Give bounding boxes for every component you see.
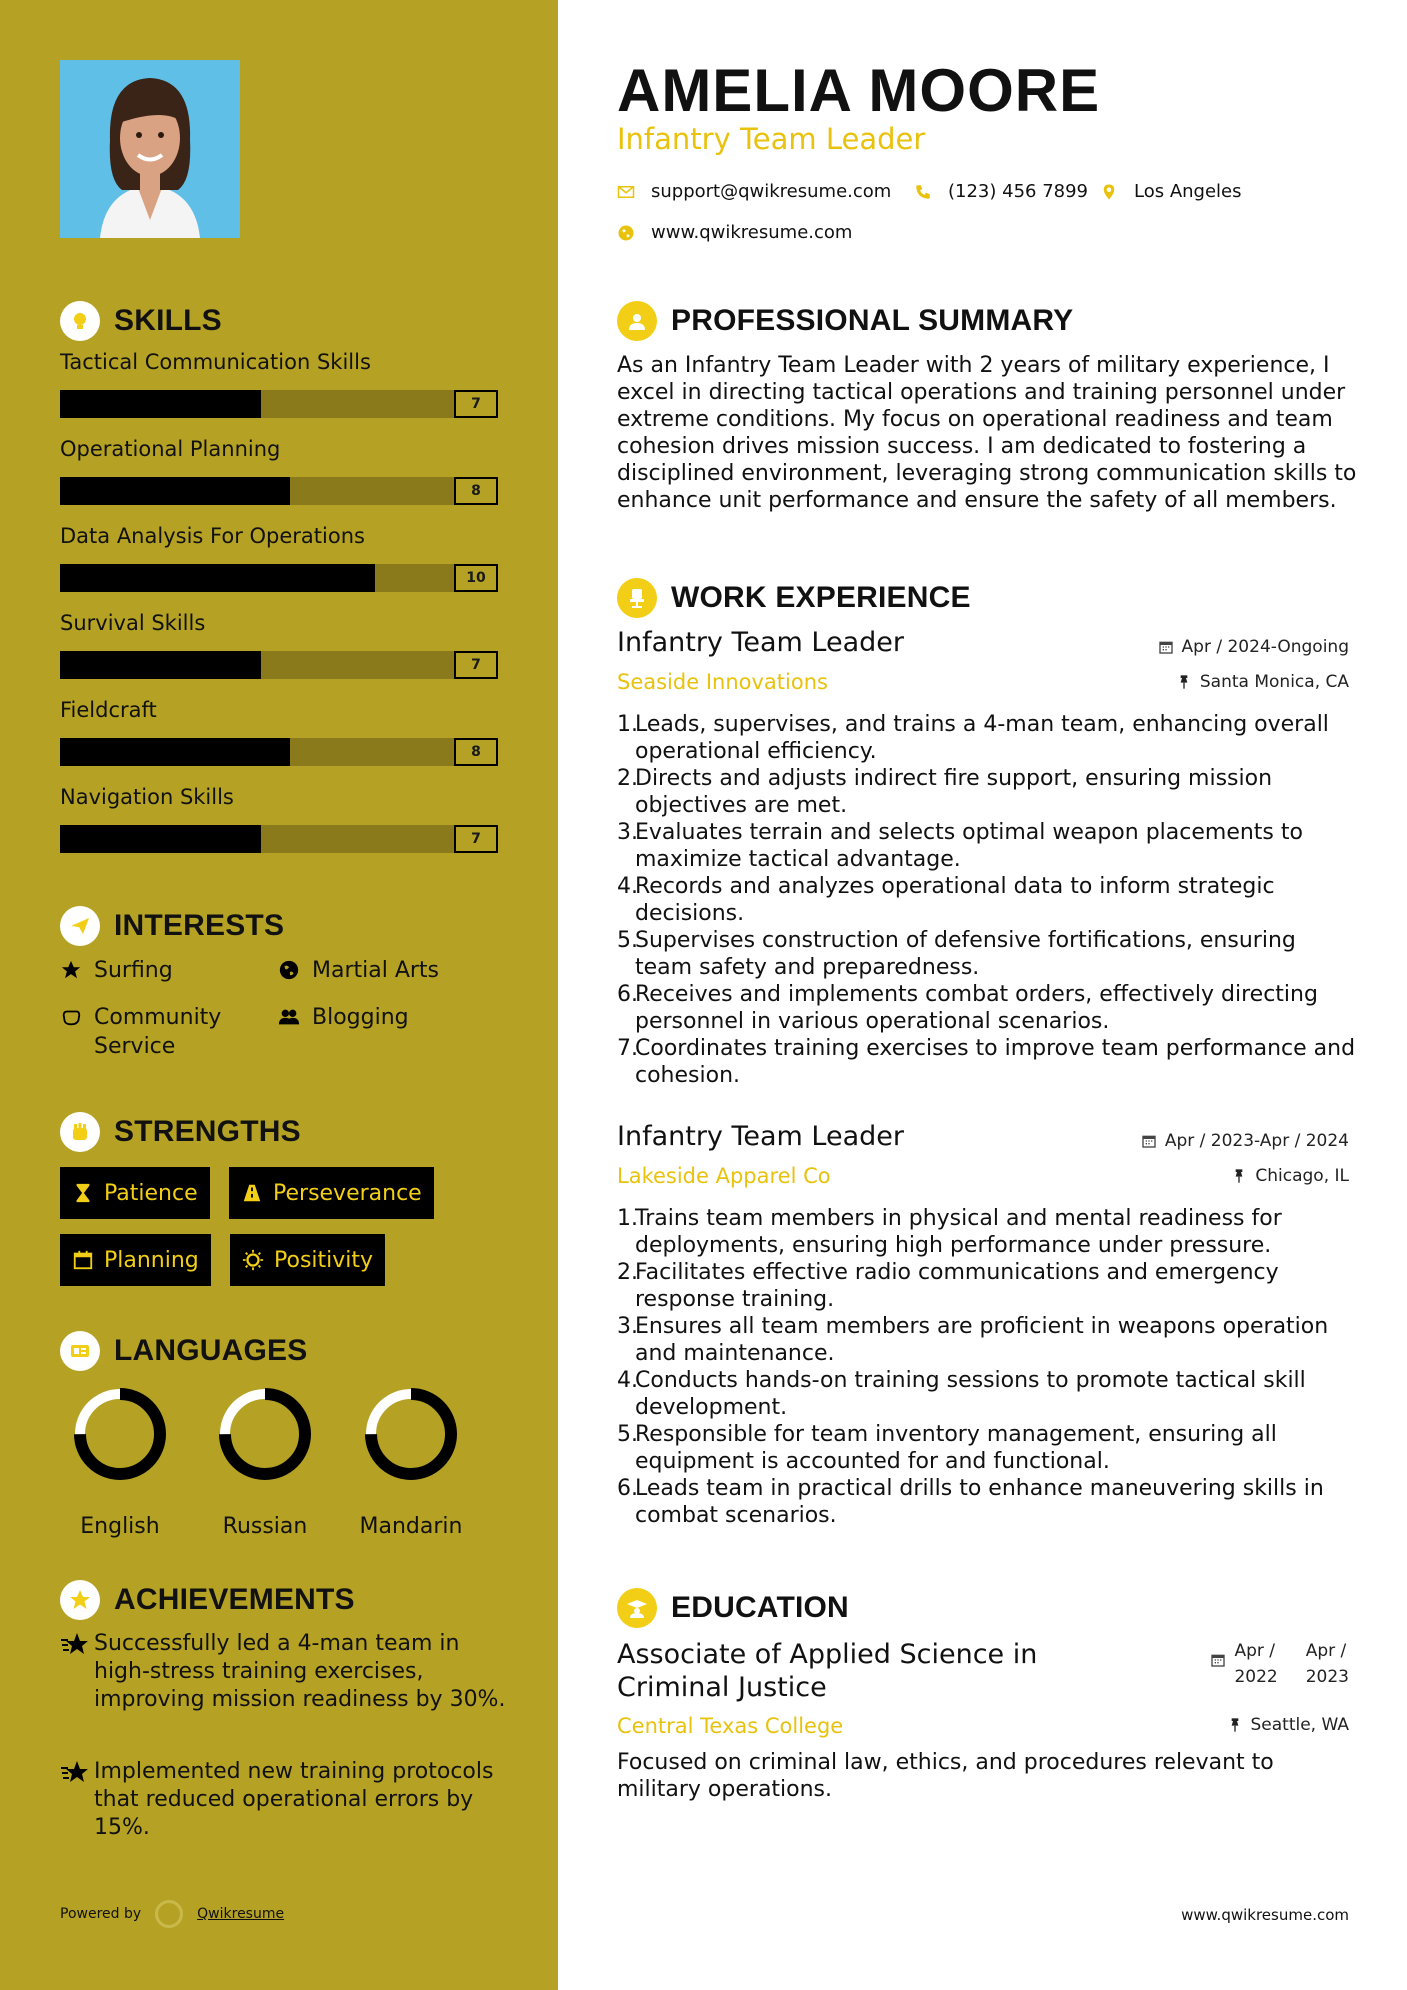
interest-item: Surfing	[60, 956, 173, 989]
candidate-name: AMELIA MOORE	[617, 57, 1101, 124]
list-item: 1. Leads, supervises, and trains a 4-man team, enhancing overall operational efficiency.	[617, 712, 1329, 764]
sidebar	[0, 0, 558, 1990]
qwikresume-logo-icon	[155, 1900, 183, 1928]
skill-bar	[60, 825, 498, 853]
skill-value: 7	[454, 651, 498, 679]
users-icon	[278, 1003, 302, 1036]
skill-name: Navigation Skills	[60, 785, 234, 809]
skill-value: 8	[454, 477, 498, 505]
language-item: English	[50, 1386, 190, 1539]
skill-value: 8	[454, 738, 498, 766]
globe-icon	[617, 224, 635, 242]
skill-bar	[60, 390, 498, 418]
skill-item	[60, 350, 498, 418]
skill-name: Data Analysis For Operations	[60, 524, 365, 548]
language-item: Mandarin	[341, 1386, 481, 1539]
job-title: Infantry Team Leader	[617, 1121, 905, 1152]
skill-name: Fieldcraft	[60, 698, 157, 722]
powered-by: Powered by Qwikresume	[60, 1900, 284, 1928]
list-item: 2. Directs and adjusts indirect fire support, ensuring mission objectives are met.	[617, 766, 1273, 818]
skill-name: Operational Planning	[60, 437, 281, 461]
star-icon	[60, 1630, 94, 1714]
list-item: 7. Coordinates training exercises to improve team performance and cohesion.	[617, 1036, 1356, 1088]
list-item: 3. Ensures all team members are proficient in weapons operation and maintenance.	[617, 1314, 1329, 1366]
office-chair-icon	[617, 578, 657, 618]
skill-fill	[60, 477, 290, 505]
sun-icon	[242, 1249, 264, 1271]
interest-item: Community Service	[60, 1003, 250, 1061]
job-location: Chicago, IL	[1231, 1166, 1349, 1186]
strength-badge: Perseverance	[229, 1167, 434, 1219]
achievement-item: Successfully led a 4-man team in high-stress training exercises, improving mission readiness by 30%.	[60, 1630, 510, 1714]
strength-badge: Patience	[60, 1167, 210, 1219]
skill-item	[60, 611, 498, 679]
job-dates: Apr / 2024-Ongoing	[1158, 637, 1349, 657]
languages-heading: LANGUAGES	[60, 1331, 307, 1371]
skill-value: 7	[454, 390, 498, 418]
calendar-icon	[1158, 639, 1174, 655]
skill-value: 7	[454, 825, 498, 853]
school-name: Central Texas College	[617, 1714, 844, 1738]
calendar-icon	[1141, 1133, 1157, 1149]
skill-name: Survival Skills	[60, 611, 206, 635]
pin-icon	[1231, 1168, 1247, 1184]
star-icon	[60, 956, 84, 989]
pin-icon	[1227, 1717, 1243, 1733]
list-item: 2. Facilitates effective radio communications and emergency response training.	[617, 1260, 1279, 1312]
education-description: Focused on criminal law, ethics, and procedures relevant to military operations.	[617, 1750, 1274, 1802]
job-duties	[617, 1205, 1357, 1529]
company-name: Lakeside Apparel Co	[617, 1164, 831, 1188]
company-name: Seaside Innovations	[617, 670, 828, 694]
skill-fill	[60, 825, 261, 853]
summary-text: As an Infantry Team Leader with 2 years of military experience, I excel in directing tactical operations and training personnel under extreme conditions. My focus on operational readiness and team cohesion drives mission success. I am dedicated to fostering a disciplined environment, leveraging strong communication skills to enhance unit performance and ensure the safety of all members.	[617, 353, 1357, 513]
skill-fill	[60, 390, 261, 418]
globe-icon	[278, 956, 302, 989]
map-pin-icon	[1100, 183, 1118, 201]
degree-title: Associate of Applied Science in Criminal Justice	[617, 1639, 1038, 1703]
calendar-icon	[72, 1249, 94, 1271]
skill-item	[60, 524, 498, 592]
strengths-heading: STRENGTHS	[60, 1112, 301, 1152]
location-contact: Los Angeles	[1100, 181, 1242, 202]
education-heading: EDUCATION	[617, 1588, 849, 1628]
skill-item	[60, 437, 498, 505]
list-item: 3. Evaluates terrain and selects optimal weapon placements to maximize tactical advantage.	[617, 820, 1303, 872]
list-item: 6. Leads team in practical drills to enhance maneuvering skills in combat scenarios.	[617, 1476, 1324, 1528]
strength-badge: Positivity	[230, 1234, 385, 1286]
education-dates: Apr / 2022 Apr / 2023	[1210, 1638, 1349, 1690]
strength-badge: Planning	[60, 1234, 211, 1286]
star-icon	[60, 1758, 94, 1842]
list-item: 4. Records and analyzes operational data to inform strategic decisions.	[617, 874, 1275, 926]
experience-heading: WORK EXPERIENCE	[617, 578, 971, 618]
list-item: 6. Receives and implements combat orders, effectively directing personnel in various operational scenarios.	[617, 982, 1318, 1034]
skill-bar	[60, 477, 498, 505]
skill-name: Tactical Communication Skills	[60, 350, 371, 374]
skill-fill	[60, 738, 290, 766]
skill-item	[60, 785, 498, 853]
list-item: 5. Responsible for team inventory management, ensuring all equipment is accounted for and functional.	[617, 1422, 1277, 1474]
email-contact[interactable]: support@qwikresume.com	[617, 181, 891, 202]
phone-contact[interactable]: (123) 456 7899	[914, 181, 1088, 202]
star-badge-icon	[60, 1580, 100, 1620]
job-title: Infantry Team Leader	[617, 627, 905, 658]
skill-fill	[60, 651, 261, 679]
interest-item: Martial Arts	[278, 956, 439, 989]
interest-item: Blogging	[278, 1003, 409, 1036]
language-ring	[363, 1386, 459, 1482]
paper-plane-icon	[60, 906, 100, 946]
calendar-icon	[1210, 1652, 1226, 1668]
skills-heading: SKILLS	[60, 301, 222, 341]
graduate-icon	[617, 1588, 657, 1628]
skill-bar	[60, 564, 498, 592]
powered-by-link[interactable]: Qwikresume	[197, 1906, 285, 1922]
language-ring	[217, 1386, 313, 1482]
hourglass-icon	[72, 1182, 94, 1204]
skill-bar	[60, 651, 498, 679]
education-location: Seattle, WA	[1227, 1715, 1350, 1735]
list-item: 1. Trains team members in physical and mental readiness for deployments, ensuring high performance under pressure.	[617, 1206, 1282, 1258]
language-item: Russian	[195, 1386, 335, 1539]
profile-photo	[60, 60, 240, 238]
hand-icon	[60, 1003, 84, 1036]
road-icon	[241, 1182, 263, 1204]
envelope-icon	[617, 183, 635, 201]
job-dates: Apr / 2023-Apr / 2024	[1141, 1131, 1349, 1151]
skill-value: 10	[454, 564, 498, 592]
job-duties	[617, 711, 1357, 1089]
skill-item	[60, 698, 498, 766]
interests-heading: INTERESTS	[60, 906, 284, 946]
list-item: 5. Supervises construction of defensive fortifications, ensuring team safety and preparedness.	[617, 928, 1296, 980]
user-icon	[617, 301, 657, 341]
achievement-item: Implemented new training protocols that reduced operational errors by 15%.	[60, 1758, 510, 1842]
skill-fill	[60, 564, 375, 592]
footer-website-link[interactable]: www.qwikresume.com	[1181, 1906, 1349, 1924]
lightbulb-icon	[60, 301, 100, 341]
candidate-role: Infantry Team Leader	[617, 122, 926, 156]
achievements-heading: ACHIEVEMENTS	[60, 1580, 355, 1620]
language-ring	[72, 1386, 168, 1482]
fist-icon	[60, 1112, 100, 1152]
skill-bar	[60, 738, 498, 766]
list-item: 4. Conducts hands-on training sessions to promote tactical skill development.	[617, 1368, 1306, 1420]
summary-heading: PROFESSIONAL SUMMARY	[617, 301, 1073, 341]
phone-icon	[914, 183, 932, 201]
language-icon	[60, 1331, 100, 1371]
website-contact[interactable]: www.qwikresume.com	[617, 222, 852, 243]
job-location: Santa Monica, CA	[1176, 672, 1349, 692]
pin-icon	[1176, 674, 1192, 690]
